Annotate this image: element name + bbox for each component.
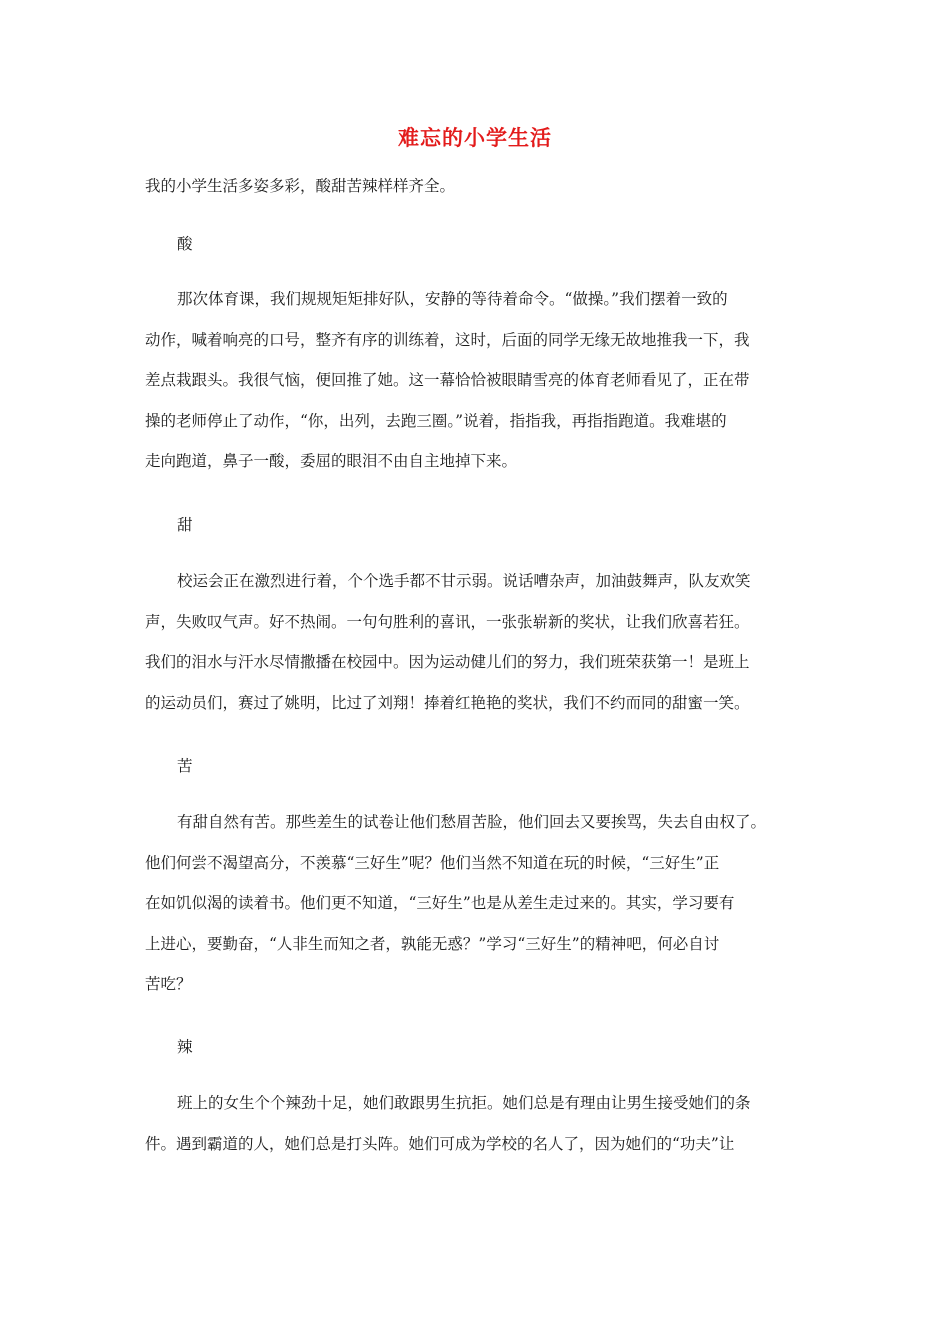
paragraph-line: 校运会正在激烈进行着，个个选手都不甘示弱。说话嘈杂声，加油鼓舞声，队友欢笑 [177,572,751,590]
paragraph-line: 我们的泪水与汗水尽情撒播在校园中。因为运动健儿们的努力，我们班荣获第一！是班上 [145,653,750,672]
section-heading-bitter: 苦 [177,757,193,775]
paragraph-line: 动作，喊着响亮的口号，整齐有序的训练着，这时，后面的同学无缘无故地推我一下，我 [145,330,750,349]
section-paragraph-spicy [145,1083,805,1164]
paragraph-line: 操的老师停止了动作，“你，出列，去跑三圈。”说着，指指我，再指指跑道。我难堪的 [145,411,727,430]
paragraph-line: 那次体育课，我们规规矩矩排好队，安静的等待着命令。“做操。”我们摆着一致的 [177,290,728,308]
section-paragraph-sweet [145,561,805,723]
paragraph-line: 苦吃？ [145,975,192,994]
section-heading-sour: 酸 [177,235,193,253]
paragraph-line: 上进心，要勤奋，“人非生而知之者，孰能无惑？”学习“三好生”的精神吧，何必自讨 [145,934,720,953]
section-heading-sweet: 甜 [177,516,193,534]
paragraph-line: 的运动员们，赛过了姚明，比过了刘翔！捧着红艳艳的奖状，我们不约而同的甜蜜一笑。 [145,693,750,712]
section-heading-spicy: 辣 [177,1038,193,1056]
paragraph-line: 有甜自然有苦。那些差生的试卷让他们愁眉苦脸，他们回去又要挨骂，失去自由权了。 [177,813,767,831]
paragraph-line: 走向跑道，鼻子一酸，委屈的眼泪不由自主地掉下来。 [145,452,518,471]
paragraph-line: 差点栽跟头。我很气恼，便回推了她。这一幕恰恰被眼睛雪亮的体育老师看见了，正在带 [145,371,750,390]
paragraph-line: 在如饥似渴的读着书。他们更不知道，“三好生”也是从差生走过来的。其实，学习要有 [145,894,735,913]
paragraph-line: 班上的女生个个辣劲十足，她们敢跟男生抗拒。她们总是有理由让男生接受她们的条 [177,1094,751,1112]
intro-paragraph: 我的小学生活多姿多彩，酸甜苦辣样样齐全。 [145,177,456,195]
paragraph-line: 声，失败叹气声。好不热闹。一句句胜利的喜讯，一张张崭新的奖状，让我们欣喜若狂。 [145,612,750,631]
section-paragraph-bitter [145,802,805,1005]
section-paragraph-sour [145,279,805,482]
document-title: 难忘的小学生活 [398,126,552,150]
paragraph-line: 件。遇到霸道的人，她们总是打头阵。她们可成为学校的名人了，因为她们的“功夫”让 [145,1134,735,1153]
paragraph-line: 他们何尝不渴望高分，不羡慕“三好生”呢？他们当然不知道在玩的时候，“三好生”正 [145,853,720,872]
